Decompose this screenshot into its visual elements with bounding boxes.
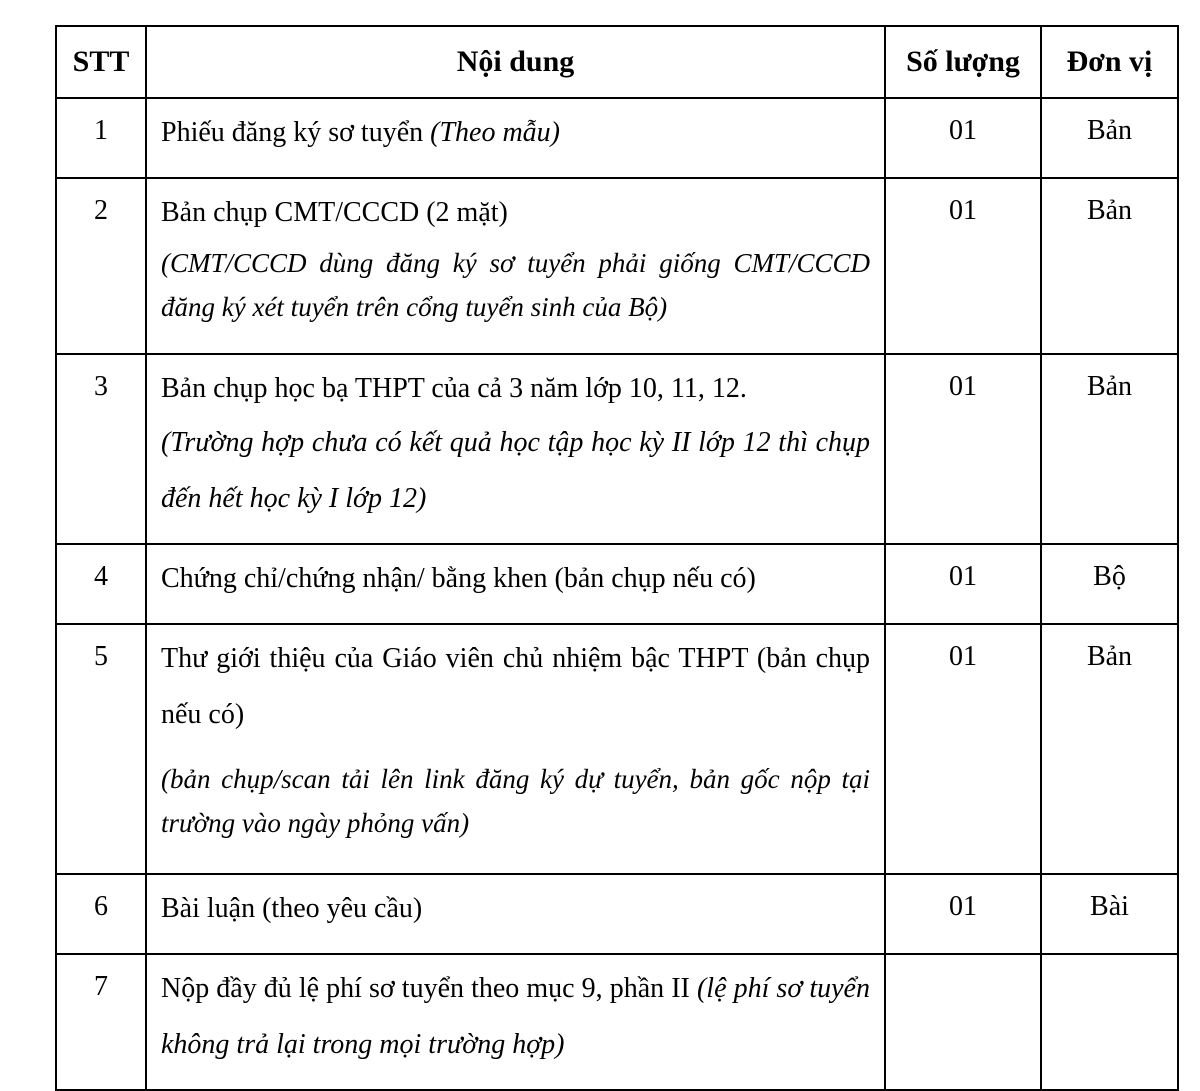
row-note: (CMT/CCCD dùng đăng ký sơ tuyển phải giống CMT/CCCD đăng ký xét tuyển trên cổng tuyển sinh của Bộ) — [161, 248, 870, 322]
row-unit: Bản — [1041, 98, 1178, 178]
row-unit: Bản — [1041, 624, 1178, 874]
row-quantity: 01 — [885, 624, 1041, 874]
row-quantity: 01 — [885, 178, 1041, 354]
row-content: Nộp đầy đủ lệ phí sơ tuyển theo mục 9, phần II (lệ phí sơ tuyển không trả lại trong mọi trường hợp) — [146, 954, 885, 1090]
header-quantity: Số lượng — [885, 26, 1041, 98]
row-unit: Bản — [1041, 354, 1178, 544]
header-unit: Đơn vị — [1041, 26, 1178, 98]
row-content: Bài luận (theo yêu cầu) — [146, 874, 885, 954]
table-row — [56, 954, 1178, 1090]
row-stt: 6 — [56, 874, 146, 954]
row-content: Bản chụp học bạ THPT của cả 3 năm lớp 10, 11, 12. (Trường hợp chưa có kết quả học tập học kỳ II lớp 12 thì chụp đến hết học kỳ I lớp 12) — [146, 354, 885, 544]
row-stt: 7 — [56, 954, 146, 1090]
row-note: (bản chụp/scan tải lên link đăng ký dự tuyển, bản gốc nộp tại trường vào ngày phỏng vấn) — [161, 764, 870, 838]
row-unit — [1041, 954, 1178, 1090]
row-content: Bản chụp CMT/CCCD (2 mặt) (CMT/CCCD dùng đăng ký sơ tuyển phải giống CMT/CCCD đăng ký xét tuyển trên cổng tuyển sinh của Bộ) — [146, 178, 885, 354]
table-row — [56, 354, 1178, 544]
requirements-table — [55, 25, 1179, 1091]
row-stt: 5 — [56, 624, 146, 874]
row-quantity: 01 — [885, 874, 1041, 954]
table-header-row — [56, 26, 1178, 98]
row-stt: 3 — [56, 354, 146, 544]
row-stt: 4 — [56, 544, 146, 624]
row-quantity: 01 — [885, 354, 1041, 544]
table-row — [56, 544, 1178, 624]
table-row — [56, 874, 1178, 954]
row-stt: 1 — [56, 98, 146, 178]
table-row — [56, 178, 1178, 354]
row-unit: Bản — [1041, 178, 1178, 354]
row-unit: Bài — [1041, 874, 1178, 954]
header-content: Nội dung — [146, 26, 885, 98]
row-quantity: 01 — [885, 544, 1041, 624]
row-content: Chứng chỉ/chứng nhận/ bằng khen (bản chụp nếu có) — [146, 544, 885, 624]
row-quantity: 01 — [885, 98, 1041, 178]
row-unit: Bộ — [1041, 544, 1178, 624]
header-stt: STT — [56, 26, 146, 98]
row-content: Thư giới thiệu của Giáo viên chủ nhiệm bậc THPT (bản chụp nếu có) (bản chụp/scan tải lên link đăng ký dự tuyển, bản gốc nộp tại trường vào ngày phỏng vấn) — [146, 624, 885, 874]
row-note: (Trường hợp chưa có kết quả học tập học kỳ II lớp 12 thì chụp đến hết học kỳ I lớp 12) — [161, 427, 870, 514]
row-stt: 2 — [56, 178, 146, 354]
table-row — [56, 98, 1178, 178]
table-row — [56, 624, 1178, 874]
row-quantity — [885, 954, 1041, 1090]
row-content: Phiếu đăng ký sơ tuyển (Theo mẫu) — [146, 98, 885, 178]
